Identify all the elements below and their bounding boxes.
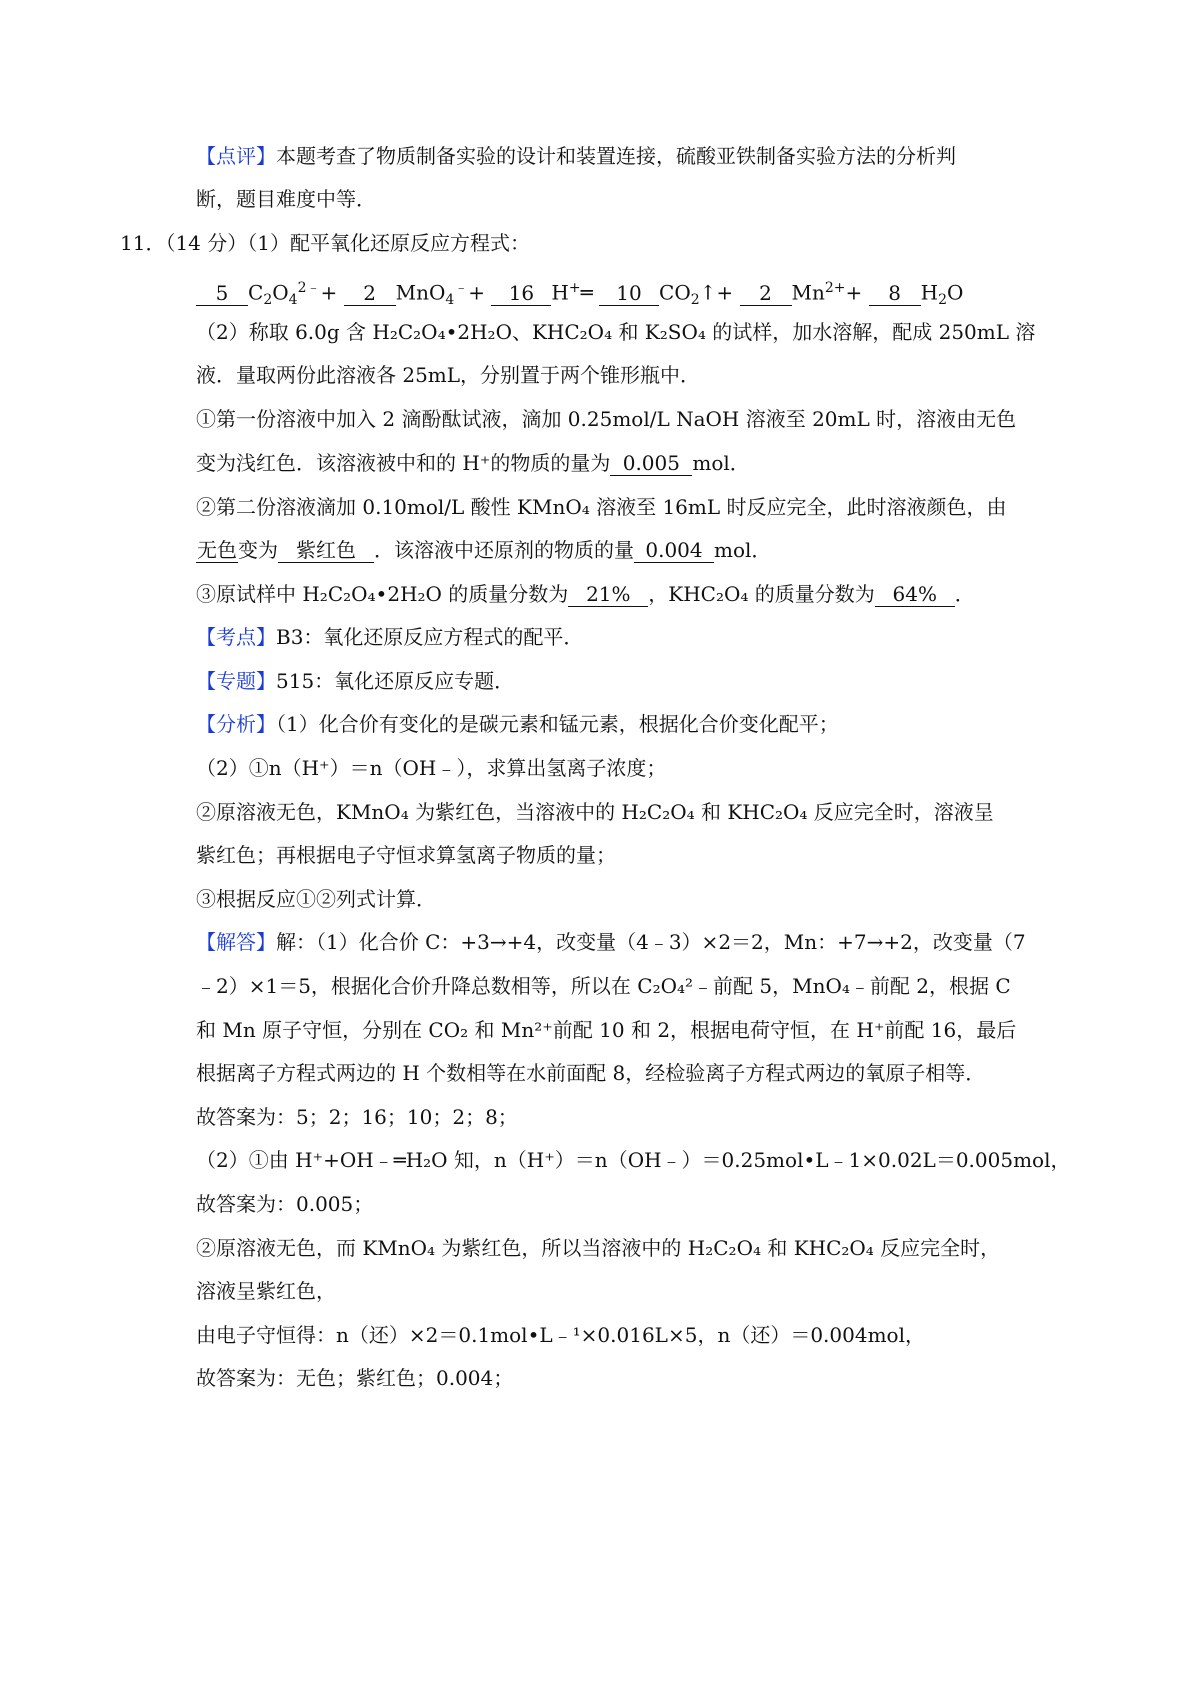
comment-line-1 xyxy=(196,141,956,171)
step3-text: ，KHC₂O₄ 的质量分数为 xyxy=(648,582,875,606)
comment-line-2: 断，题目难度中等． xyxy=(196,187,376,211)
jieda-line-3: 和 Mn 原子守恒，分别在 CO₂ 和 Mn²⁺前配 10 和 2，根据电荷守恒，在 H⁺前配 16，最后 xyxy=(196,1018,1017,1042)
eq-sub: 4 xyxy=(445,291,455,308)
answer-reductant-amount: 0.004 xyxy=(634,538,714,563)
step2-line-2 xyxy=(196,535,771,565)
step3-text: ③原试样中 H₂C₂O₄•2H₂O 的质量分数为 xyxy=(196,582,569,606)
eq-sup: 2﹣ xyxy=(297,280,321,296)
comment-text-1: 本题考查了物质制备实验的设计和装置连接，硫酸亚铁制备实验方法的分析判 xyxy=(276,144,956,168)
jieda-tag: 【解答】 xyxy=(196,930,276,954)
answer-color-to: 紫红色 xyxy=(278,538,374,563)
eq-text: O xyxy=(272,280,289,305)
step3-end: ． xyxy=(954,582,975,606)
step2-unit: mol． xyxy=(714,538,772,562)
zhuanti-text: 515：氧化还原反应专题． xyxy=(276,669,515,693)
eq-plus: + xyxy=(320,280,338,305)
eq-sup: ﹣ xyxy=(454,280,469,296)
zhuanti-tag: 【专题】 xyxy=(196,669,276,693)
fenxi-text: （1）化合价有变化的是碳元素和锰元素，根据化合价变化配平； xyxy=(276,712,839,736)
eq-text: MnO xyxy=(395,280,446,305)
eq-text: H xyxy=(920,280,939,305)
balanced-equation xyxy=(196,273,963,315)
eq-plus: + xyxy=(468,280,486,305)
fenxi-line-4: 紫红色；再根据电子守恒求算氢离子物质的量； xyxy=(196,843,616,867)
answer-khc2o4-fraction: 64% xyxy=(875,582,955,607)
eq-plus: + xyxy=(845,280,863,305)
answer-oxalic-fraction: 21% xyxy=(568,582,648,607)
jieda-line-7: 故答案为：0.005； xyxy=(196,1192,374,1216)
coef-mn: 2 xyxy=(740,281,792,306)
coef-hydrogen: 16 xyxy=(491,281,551,306)
fenxi-line-3: ②原溶液无色，KMnO₄ 为紫红色，当溶液中的 H₂C₂O₄ 和 KHC₂O₄ 反应完全时，溶液呈 xyxy=(196,800,994,824)
part2-line-1: （2）称取 6.0g 含 H₂C₂O₄•2H₂O、KHC₂O₄ 和 K₂SO₄ 的试样，加水溶解，配成 250mL 溶 xyxy=(196,320,1036,344)
kaodian-text: B3：氧化还原反应方程式的配平． xyxy=(276,625,584,649)
gas-arrow: ↑ xyxy=(699,280,717,305)
jieda-line-9: 溶液呈紫红色， xyxy=(196,1279,336,1303)
eq-text: Mn xyxy=(791,280,825,305)
jieda-line-5: 故答案为：5；2；16；10；2；8； xyxy=(196,1105,518,1129)
eq-sup: 2+ xyxy=(824,280,846,296)
part2-line-2: 液．量取两份此溶液各 25mL，分别置于两个锥形瓶中． xyxy=(196,363,701,387)
coef-water: 8 xyxy=(869,281,921,306)
eq-text: CO xyxy=(659,280,691,305)
answer-h-amount: 0.005 xyxy=(610,451,692,476)
coef-co2: 10 xyxy=(599,281,659,306)
jieda-line-8: ②原溶液无色，而 KMnO₄ 为紫红色，所以当溶液中的 H₂C₂O₄ 和 KHC₂O₄ 反应完全时， xyxy=(196,1236,1001,1260)
fenxi-line-2: （2）①n（H⁺）＝n（OH﹣），求算出氢离子浓度； xyxy=(196,756,667,780)
step2-text: ．该溶液中还原剂的物质的量 xyxy=(374,538,634,562)
jieda-line-4: 根据离子方程式两边的 H 个数相等在水前面配 8，经检验离子方程式两边的氧原子相等． xyxy=(196,1061,986,1085)
jieda-line-11: 故答案为：无色；紫红色；0.004； xyxy=(196,1366,514,1390)
step3-line xyxy=(196,579,975,609)
question-heading: 11．（14 分）（1）配平氧化还原反应方程式： xyxy=(120,231,530,255)
fenxi-line-5: ③根据反应①②列式计算． xyxy=(196,887,436,911)
eq-sup: + xyxy=(568,280,581,296)
step2-text: 变为 xyxy=(238,538,278,562)
jieda-line-10: 由电子守恒得：n（还）×2＝0.1mol•L﹣¹×0.016L×5，n（还）＝0.004mol， xyxy=(196,1323,925,1347)
eq-plus: + xyxy=(716,280,734,305)
jieda-text: 解：（1）化合价 C：+3→+4，改变量（4﹣3）×2＝2，Mn：+7→+2，改变量（7 xyxy=(276,930,1026,954)
jieda-line-6: （2）①由 H⁺+OH﹣═H₂O 知，n（H⁺）＝n（OH﹣）＝0.25mol•L﹣1×0.02L＝0.005mol， xyxy=(196,1148,1071,1172)
coef-oxalate: 5 xyxy=(196,281,248,306)
step1-unit: mol． xyxy=(692,451,750,475)
eq-text: O xyxy=(947,280,964,305)
comment-tag: 【点评】 xyxy=(196,144,276,168)
eq-sub: 2 xyxy=(938,291,948,308)
coef-permanganate: 2 xyxy=(344,281,396,306)
answer-color-from: 无色 xyxy=(197,538,237,562)
step1-text: 变为浅红色．该溶液被中和的 H⁺的物质的量为 xyxy=(196,451,611,475)
step2-line-1: ②第二份溶液滴加 0.10mol/L 酸性 KMnO₄ 溶液至 16mL 时反应完全，此时溶液颜色，由 xyxy=(196,495,1007,519)
step1-line-1: ①第一份溶液中加入 2 滴酚酞试液，滴加 0.25mol/L NaOH 溶液至 20mL 时，溶液由无色 xyxy=(196,407,1017,431)
eq-sub: 4 xyxy=(288,291,298,308)
kaodian-line xyxy=(196,622,583,652)
zhuanti-line xyxy=(196,666,514,696)
eq-text: C xyxy=(248,280,264,305)
step1-line-2 xyxy=(196,448,750,478)
eq-sub: 2 xyxy=(690,291,700,308)
eq-sub: 2 xyxy=(263,291,273,308)
jieda-line-2: ﹣2）×1＝5，根据化合价升降总数相等，所以在 C₂O₄²﹣前配 5，MnO₄﹣前配 2，根据 C xyxy=(196,974,1011,998)
fenxi-tag: 【分析】 xyxy=(196,712,276,736)
jieda-line-1 xyxy=(196,927,1026,957)
kaodian-tag: 【考点】 xyxy=(196,625,276,649)
fenxi-line-1 xyxy=(196,709,839,739)
eq-sign: ═ xyxy=(580,280,593,305)
eq-text: H xyxy=(551,280,569,305)
